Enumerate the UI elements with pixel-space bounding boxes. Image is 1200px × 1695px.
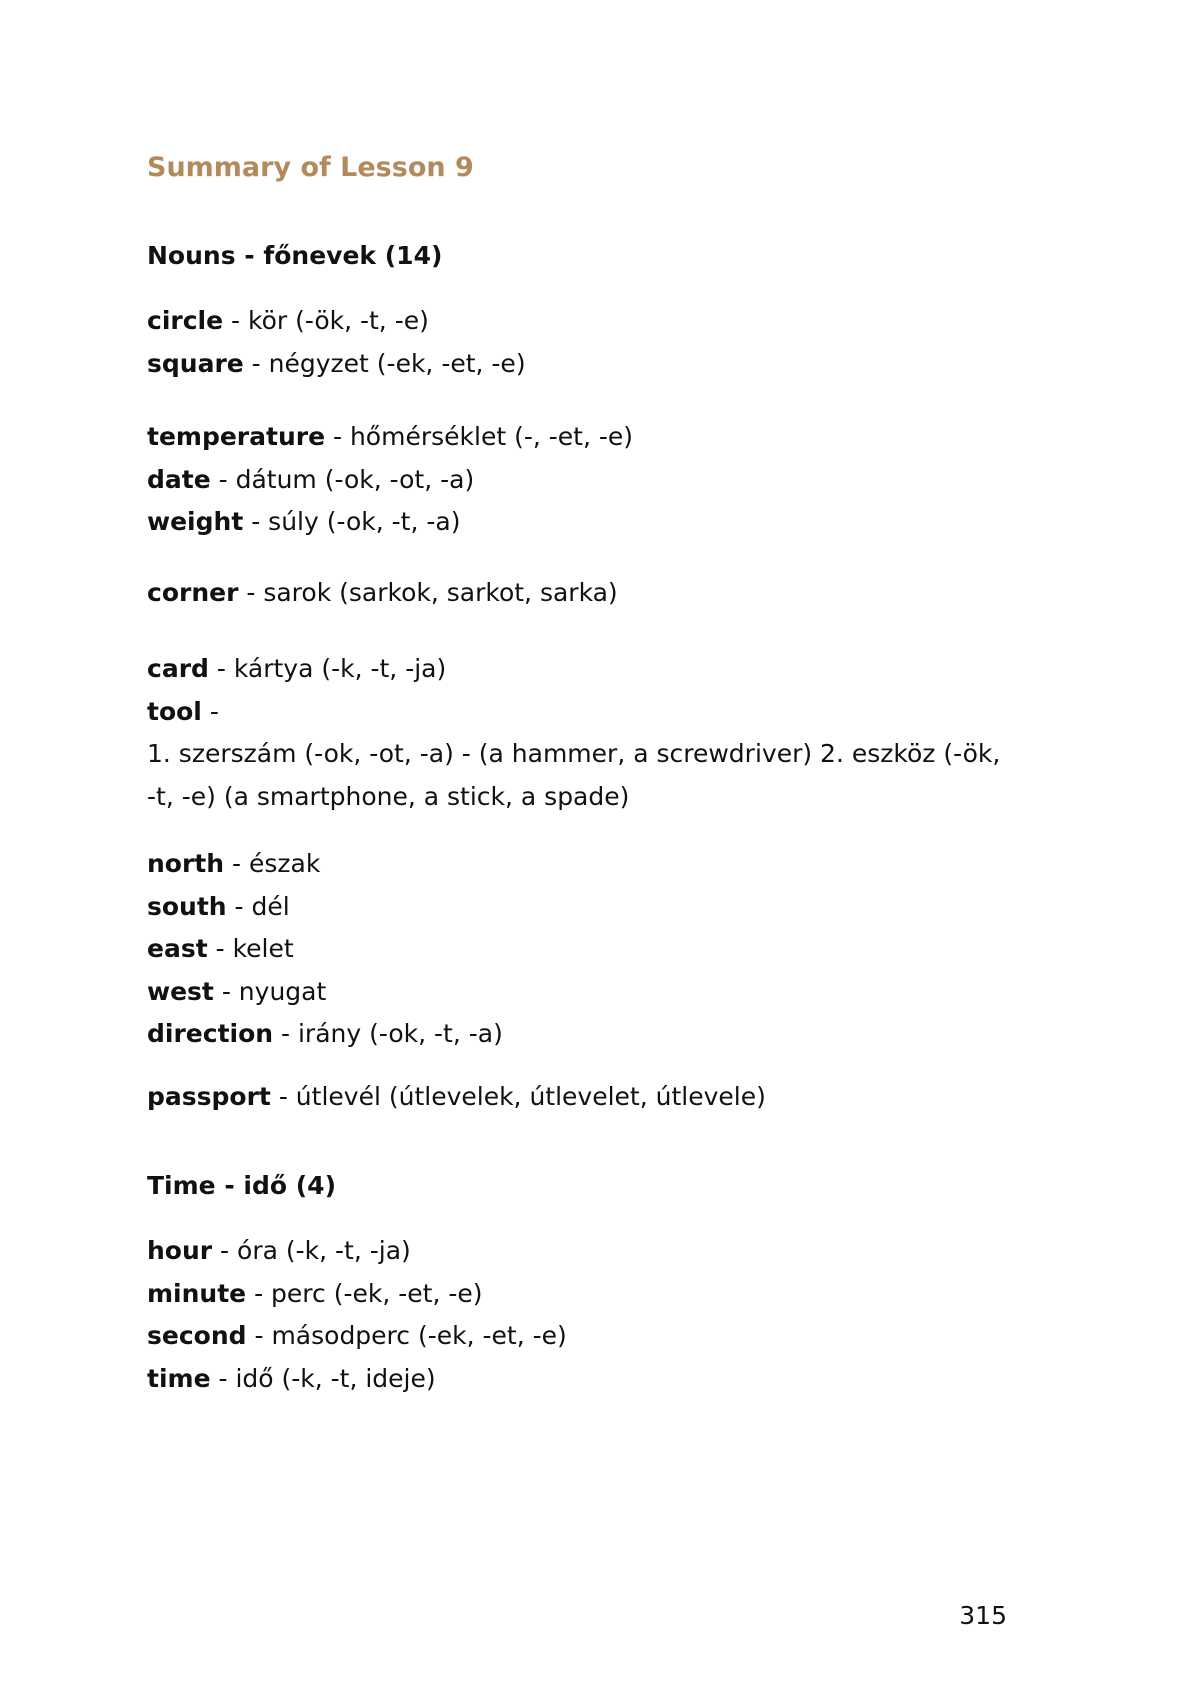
vocab-entry-tool	[147, 691, 1007, 734]
vocab-term: direction	[147, 1019, 274, 1048]
vocab-entry-square	[147, 343, 1007, 386]
vocab-entry-east	[147, 928, 1007, 971]
time-group	[147, 1230, 1007, 1400]
vocab-entry-direction	[147, 1013, 1007, 1056]
page-title: Summary of Lesson 9	[147, 152, 474, 183]
vocab-translation: - óra (-k, -t, -ja)	[212, 1236, 411, 1265]
vocab-term: tool	[147, 696, 202, 726]
nouns-section	[147, 238, 1007, 274]
vocab-term: circle	[147, 306, 224, 335]
vocab-entry-weight	[147, 501, 1007, 544]
vocab-translation: -	[201, 696, 219, 726]
vocab-translation: - perc (-ek, -et, -e)	[246, 1278, 483, 1308]
vocab-translation: - idő (-k, -t, ideje)	[210, 1363, 436, 1393]
vocab-term: weight	[147, 507, 244, 536]
vocab-term: date	[147, 464, 211, 494]
time-section	[147, 1168, 1007, 1204]
nouns-group-directions	[147, 843, 1007, 1056]
vocab-term: south	[147, 891, 227, 921]
vocab-entry-circle	[147, 300, 1007, 343]
vocab-entry-passport	[147, 1076, 1007, 1119]
vocab-entry-tool-detail: 1. szerszám (-ok, -ot, -a) - (a hammer, a screwdriver) 2. eszköz (-ök, -t, -e) (a smartphone, a stick, a spade)	[147, 739, 1001, 811]
document-page	[147, 0, 1007, 1695]
vocab-entry-time	[147, 1358, 1007, 1401]
vocab-translation: - kártya (-k, -t, -ja)	[208, 654, 447, 683]
vocab-translation: - kelet	[207, 934, 294, 963]
vocab-term: north	[147, 849, 225, 878]
nouns-heading: Nouns - főnevek (14)	[147, 241, 443, 270]
vocab-entry-hour	[147, 1230, 1007, 1273]
vocab-term: second	[147, 1321, 247, 1350]
vocab-translation: - irány (-ok, -t, -a)	[273, 1019, 503, 1048]
nouns-group-shapes	[147, 300, 1007, 385]
vocab-entry-south	[147, 886, 1007, 929]
vocab-entry-second	[147, 1315, 1007, 1358]
vocab-translation: - hőmérséklet (-, -et, -e)	[325, 422, 633, 451]
vocab-entry-west	[147, 971, 1007, 1014]
vocab-translation: - dél	[226, 891, 290, 921]
vocab-term: card	[147, 654, 209, 683]
vocab-translation: - útlevél (útlevelek, útlevelet, útlevele)	[270, 1082, 766, 1111]
vocab-entry-minute	[147, 1273, 1007, 1316]
vocab-translation: - dátum (-ok, -ot, -a)	[210, 464, 475, 494]
vocab-term: minute	[147, 1278, 247, 1308]
vocab-entry-date	[147, 459, 1007, 502]
vocab-entry-temperature	[147, 416, 1007, 459]
nouns-group-passport	[147, 1076, 1007, 1119]
vocab-term: temperature	[147, 422, 326, 451]
vocab-translation: - észak	[224, 849, 321, 878]
time-heading: Time - idő (4)	[147, 1171, 337, 1200]
vocab-term: time	[147, 1363, 211, 1393]
vocab-entry-north	[147, 843, 1007, 886]
nouns-group-objects	[147, 648, 1007, 818]
page-number: 315	[959, 1601, 1007, 1630]
vocab-term: hour	[147, 1236, 213, 1265]
vocab-term: square	[147, 348, 244, 378]
vocab-term: east	[147, 934, 208, 963]
vocab-entry-card	[147, 648, 1007, 691]
vocab-translation: - sarok (sarkok, sarkot, sarka)	[238, 578, 618, 607]
nouns-group-measures	[147, 416, 1007, 544]
vocab-translation: - négyzet (-ek, -et, -e)	[243, 348, 526, 378]
vocab-translation: - másodperc (-ek, -et, -e)	[246, 1321, 567, 1350]
vocab-translation: - súly (-ok, -t, -a)	[243, 507, 461, 536]
nouns-group-corner	[147, 572, 1007, 615]
vocab-translation: - kör (-ök, -t, -e)	[223, 306, 429, 335]
vocab-term: west	[147, 976, 214, 1006]
vocab-term: corner	[147, 578, 239, 607]
vocab-translation: - nyugat	[213, 976, 327, 1006]
vocab-term: passport	[147, 1082, 271, 1111]
vocab-entry-corner	[147, 572, 1007, 615]
